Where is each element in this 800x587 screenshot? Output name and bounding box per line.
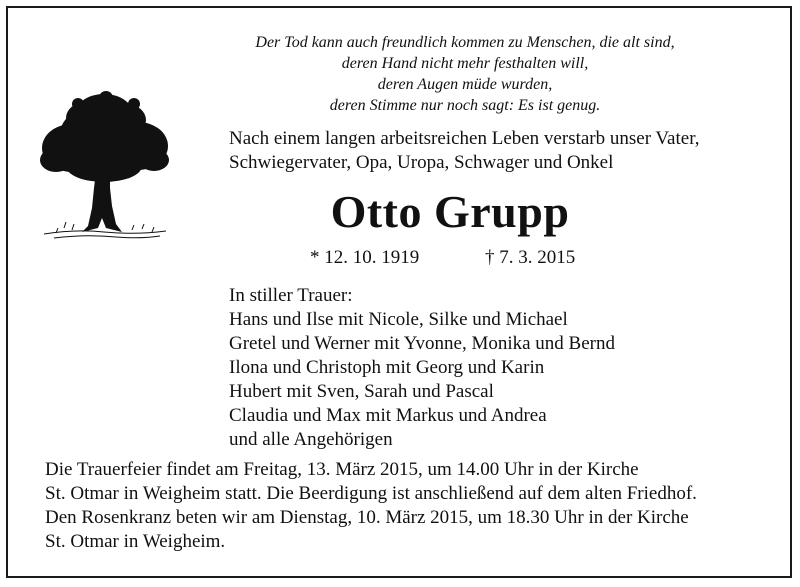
mourner-line: Gretel und Werner mit Yvonne, Monika und Bernd — [229, 333, 615, 354]
mourner-line: und alle Angehörigen — [229, 429, 393, 450]
intro-line: Schwiegervater, Opa, Uropa, Schwager und Onkel — [229, 152, 614, 173]
poem-line: deren Augen müde wurden, — [377, 76, 553, 93]
service-line: St. Otmar in Weigheim statt. Die Beerdigung ist anschließend auf dem alten Friedhof. — [45, 483, 697, 504]
service-line: St. Otmar in Weigheim. — [45, 531, 226, 552]
poem-line: deren Stimme nur noch sagt: Es ist genug. — [329, 97, 601, 114]
poem — [230, 32, 700, 116]
service-details — [45, 458, 697, 554]
mourner-line: Hans und Ilse mit Nicole, Silke und Michael — [229, 309, 568, 330]
mourner-line: Ilona und Christoph mit Georg und Karin — [229, 357, 545, 378]
poem-line: deren Hand nicht mehr festhalten will, — [341, 55, 589, 72]
intro-text — [229, 127, 700, 175]
mourner-line: Hubert mit Sven, Sarah und Pascal — [229, 381, 494, 402]
birth-date: * 12. 10. 1919 — [310, 247, 420, 268]
poem-line: Der Tod kann auch freundlich kommen zu Menschen, die alt sind, — [255, 34, 675, 51]
mourners-list — [229, 284, 615, 452]
deceased-name: Otto Grupp — [330, 186, 570, 237]
mourner-line: Claudia und Max mit Markus und Andrea — [229, 405, 547, 426]
mourners-heading: In stiller Trauer: — [229, 285, 353, 306]
tree-icon — [36, 88, 172, 240]
intro-line: Nach einem langen arbeitsreichen Leben verstarb unser Vater, — [229, 128, 700, 149]
service-line: Die Trauerfeier findet am Freitag, 13. März 2015, um 14.00 Uhr in der Kirche — [45, 459, 639, 480]
service-line: Den Rosenkranz beten wir am Dienstag, 10. März 2015, um 18.30 Uhr in der Kirche — [45, 507, 689, 528]
death-date: † 7. 3. 2015 — [485, 247, 576, 268]
